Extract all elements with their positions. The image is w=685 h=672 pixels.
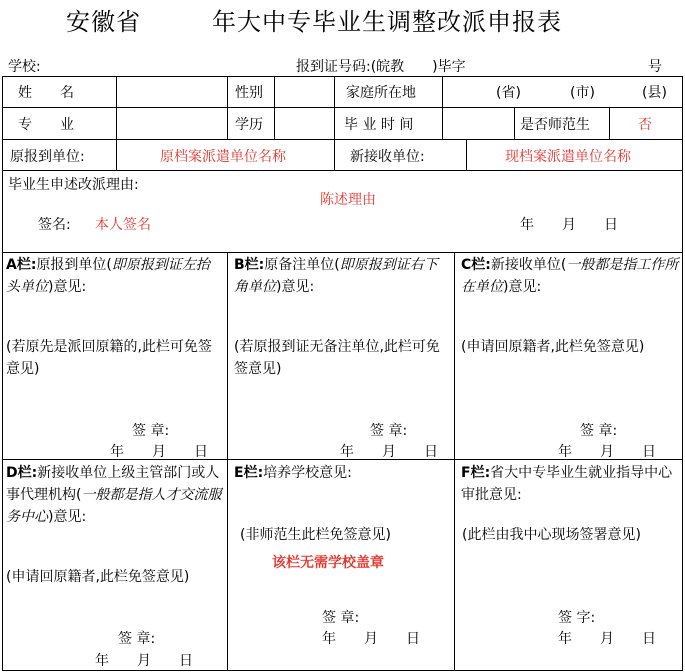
cert-no-label: 报到证号码:(皖教 )毕字 <box>296 59 466 75</box>
col-d-heading <box>6 462 222 528</box>
title-text: 年大中专毕业生调整改派申报表 <box>212 8 562 36</box>
col-a-letter: A栏: <box>6 257 37 273</box>
col-divider <box>334 76 335 171</box>
reason-date: 年 月 日 <box>520 217 618 233</box>
sign-label: 签名: <box>38 217 71 233</box>
city-unit: (市) <box>570 85 595 101</box>
province-unit: (省) <box>496 85 521 101</box>
home-label: 家庭所在地 <box>346 85 416 101</box>
col-d-italic: 一般都是指人才交流服务中心 <box>6 487 222 525</box>
reason-label: 毕业生申述改派理由: <box>8 177 139 193</box>
col-e-text: 培养学校意见: <box>263 465 352 481</box>
col-e-seal: 签 章: <box>322 610 360 626</box>
col-a-heading <box>6 254 222 298</box>
col-d-seal: 签 章: <box>118 631 156 647</box>
table-border-top <box>2 76 682 77</box>
gender-label: 性别 <box>235 85 263 101</box>
county-unit: (县) <box>642 85 667 101</box>
row-divider <box>2 170 682 171</box>
col-b-text: 原备注单位( <box>264 257 340 273</box>
col-a-date: 年 月 日 <box>110 444 208 460</box>
row-divider <box>2 252 682 253</box>
orig-unit-label: 原报到单位: <box>10 149 85 165</box>
school-label: 学校: <box>8 59 41 75</box>
new-unit-value: 现档案派遣单位名称 <box>505 149 631 165</box>
col-c-note: (申请回原籍者,此栏免签意见) <box>461 339 645 355</box>
col-divider <box>274 76 275 139</box>
col-divider <box>116 76 117 171</box>
row-divider <box>2 107 682 108</box>
col-c-text: 新接收单位( <box>490 257 567 273</box>
col-b-heading <box>234 254 450 298</box>
col-divider <box>442 76 443 139</box>
title-province: 安徽省 <box>66 8 141 36</box>
col-e-note: (非师范生此栏免签意见) <box>240 527 391 543</box>
col-d-text: 新接收单位上级主管部门或人事代理机构( <box>6 465 220 503</box>
col-c-date: 年 月 日 <box>558 444 656 460</box>
col-f-text: 省大中专毕业生就业指导中心审批意见: <box>461 465 673 503</box>
col-b-letter: B栏: <box>234 257 265 273</box>
major-label: 专 业 <box>18 117 74 133</box>
col-e-date: 年 月 日 <box>322 631 420 647</box>
table-border-right <box>682 76 683 671</box>
col-c-text-end: )意见: <box>503 279 542 295</box>
col-divider <box>466 139 467 171</box>
col-a-note: (若原先是派回原籍的,此栏可免签意见) <box>6 339 212 377</box>
col-d-text-end: )意见: <box>48 509 87 525</box>
col-e-no-seal-note: 该栏无需学校盖章 <box>272 555 384 571</box>
col-a-seal: 签 章: <box>132 423 170 439</box>
col-divider <box>514 107 515 139</box>
col-a-italic: 即原报到证左抬头单位 <box>6 257 210 295</box>
col-a-text: 原报到单位( <box>36 257 112 273</box>
is-normal-label: 是否师范生 <box>520 117 590 133</box>
edu-label: 学历 <box>235 117 263 133</box>
col-f-date: 年 月 日 <box>558 631 656 647</box>
col-b-seal: 签 章: <box>370 423 408 439</box>
grad-time-label: 毕 业 时 间 <box>344 117 414 133</box>
col-b-date: 年 月 日 <box>340 444 438 460</box>
table-border-bottom <box>2 670 682 671</box>
is-normal-value: 否 <box>638 117 652 133</box>
col-f-heading <box>461 462 679 506</box>
col-e-heading <box>234 462 450 484</box>
col-e-letter: E栏: <box>234 465 264 481</box>
col-c-seal: 签 章: <box>580 423 618 439</box>
col-d-date: 年 月 日 <box>95 653 193 669</box>
col-f-seal: 签 字: <box>558 610 596 626</box>
col-b-italic: 即原报到证右下角单位 <box>234 257 438 295</box>
col-divider <box>227 76 228 139</box>
new-unit-label: 新接收单位: <box>350 149 425 165</box>
col-d-letter: D栏: <box>6 465 38 481</box>
name-label: 姓 名 <box>18 85 74 101</box>
col-divider <box>609 107 610 139</box>
col-b-note: (若原报到证无备注单位,此栏可免签意见) <box>234 339 440 377</box>
orig-unit-value: 原档案派遣单位名称 <box>160 149 286 165</box>
cert-no-suffix: 号 <box>648 59 662 75</box>
table-border-left <box>2 76 3 671</box>
col-f-note: (此栏由我中心现场签署意见) <box>462 527 641 543</box>
reason-value: 陈述理由 <box>320 192 376 208</box>
sign-value: 本人签名 <box>95 217 151 233</box>
col-b-text-end: )意见: <box>276 279 315 295</box>
col-c-heading <box>461 254 679 298</box>
col-divider <box>454 252 455 670</box>
row-divider <box>2 139 682 140</box>
col-divider <box>227 252 228 670</box>
col-c-italic: 一般都是指工作所在单位 <box>461 257 679 295</box>
col-a-text-end: )意见: <box>48 279 87 295</box>
col-c-letter: C栏: <box>461 257 491 273</box>
col-f-letter: F栏: <box>461 465 491 481</box>
col-d-note: (申请回原籍者,此栏免签意见) <box>6 569 190 585</box>
